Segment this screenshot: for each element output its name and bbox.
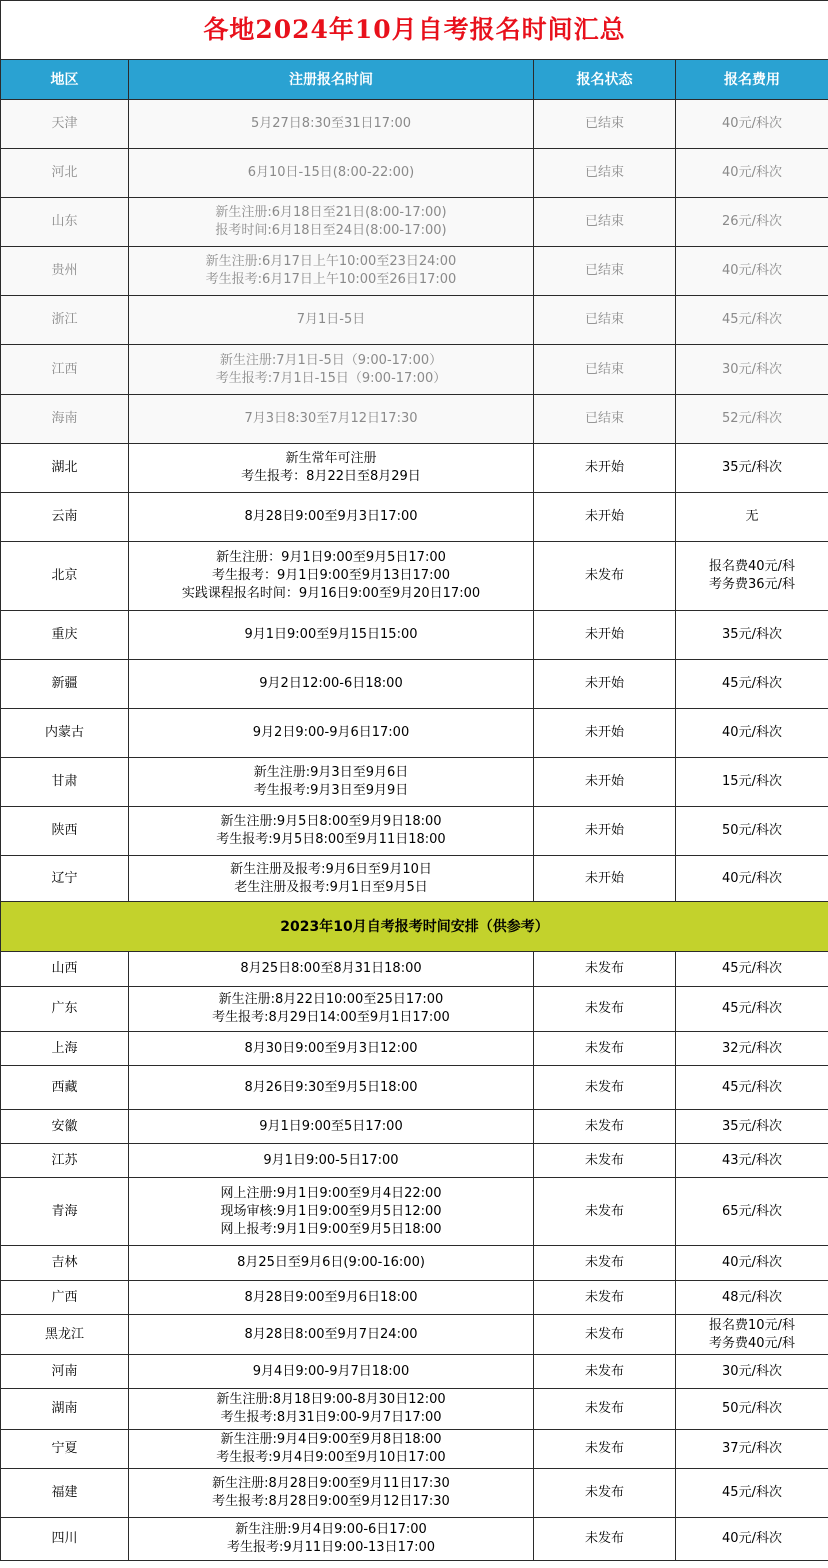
registration-time-cell-line: 9月4日9:00-9月7日18:00 [252,1363,410,1379]
registration-time-cell [129,1281,534,1315]
status-cell: 已结束 [534,100,676,149]
status-cell: 未发布 [534,1066,676,1110]
registration-time-cell-line: 9月1日9:00至5日17:00 [259,1118,403,1134]
table-row [1,1246,828,1281]
status-cell: 未发布 [534,1032,676,1066]
registration-time-cell [129,1315,534,1355]
fee-cell [676,1281,828,1315]
registration-time-cell-line: 新生注册:7月1日-5日（9:00-17:00） [219,352,443,368]
section-row-2023 [1,902,828,952]
region-cell: 青海 [1,1178,129,1246]
registration-time-cell [129,198,534,247]
region-cell: 山西 [1,952,129,987]
header-fee: 报名费用 [676,60,828,100]
fee-cell [676,709,828,758]
fee-cell-line: 40元/科次 [722,1255,782,1270]
fee-cell-line: 35元/科次 [722,627,782,642]
status-cell: 未发布 [534,1110,676,1144]
registration-time-cell [129,395,534,444]
registration-time-cell-line: 新生注册:9月4日9:00-6日17:00 [235,1522,427,1537]
region-cell: 上海 [1,1032,129,1066]
registration-time-cell [129,493,534,542]
fee-cell-line: 26元/科次 [722,214,782,229]
table-row [1,952,828,987]
table-row [1,856,828,902]
table-row [1,1315,828,1355]
registration-time-cell-line: 考生报考:8月31日9:00-9月7日17:00 [220,1410,442,1425]
fee-cell [676,1430,828,1469]
fee-cell [676,611,828,660]
registration-time-cell-line: 考生报考:9月3日至9月9日 [253,783,409,798]
status-cell: 未发布 [534,1355,676,1389]
table-row [1,542,828,611]
fee-cell [676,100,828,149]
registration-time-cell-line: 考生报考:9月5日8:00至9月11日18:00 [216,832,446,847]
registration-time-cell [129,856,534,902]
region-cell: 云南 [1,493,129,542]
registration-time-cell-line: 新生注册:8月28日9:00至9月11日17:30 [212,1476,450,1491]
registration-time-cell-line: 新生注册及报考:9月6日至9月10日 [230,861,432,877]
status-cell: 未发布 [534,542,676,611]
region-cell: 新疆 [1,660,129,709]
region-cell: 福建 [1,1469,129,1518]
fee-cell-line: 35元/科次 [722,460,782,475]
registration-time-cell-line: 报考时间:6月18日至24日(8:00-17:00) [215,223,447,238]
registration-time-cell [129,345,534,395]
table-row [1,1389,828,1430]
registration-time-cell-line: 6月10日-15日(8:00-22:00) [247,165,415,180]
header-status: 报名状态 [534,60,676,100]
fee-cell [676,1032,828,1066]
fee-cell [676,1355,828,1389]
section-title: 2023年10月自考报考时间安排（供参考） [1,902,828,952]
registration-time-cell-line: 8月28日8:00至9月7日24:00 [244,1326,418,1342]
registration-time-cell-line: 考生报考:8月29日14:00至9月1日17:00 [212,1010,450,1025]
fee-cell [676,660,828,709]
region-cell: 西藏 [1,1066,129,1110]
registration-time-cell [129,987,534,1032]
status-cell: 未开始 [534,611,676,660]
fee-cell [676,856,828,902]
fee-cell-line: 40元/科次 [722,870,782,886]
status-cell: 未开始 [534,856,676,902]
registration-time-cell-line: 新生注册:6月17日上午10:00至23日24:00 [205,254,457,269]
registration-time-cell [129,1430,534,1469]
fee-cell-line: 30元/科次 [722,1363,782,1379]
status-cell: 未发布 [534,1144,676,1178]
fee-cell-line: 报名费10元/科 [709,1317,795,1333]
table-row [1,1144,828,1178]
status-cell: 已结束 [534,296,676,345]
table-row [1,100,828,149]
fee-cell-line: 43元/科次 [722,1152,782,1168]
registration-time-cell [129,542,534,611]
registration-time-cell-line: 8月25日8:00至8月31日18:00 [240,961,422,976]
table-row [1,493,828,542]
registration-time-cell-line: 8月28日9:00至9月6日18:00 [244,1289,418,1305]
registration-time-cell [129,444,534,493]
status-cell: 已结束 [534,345,676,395]
header-registration-time: 注册报名时间 [129,60,534,100]
region-cell: 广西 [1,1281,129,1315]
header-region: 地区 [1,60,129,100]
fee-cell [676,1518,828,1561]
fee-cell [676,395,828,444]
registration-time-cell-line: 新生注册：9月1日9:00至9月5日17:00 [216,550,446,565]
registration-time-cell [129,611,534,660]
fee-cell [676,1066,828,1110]
table-row [1,987,828,1032]
table-row [1,1032,828,1066]
status-cell: 未开始 [534,709,676,758]
status-cell: 未开始 [534,807,676,856]
region-cell: 北京 [1,542,129,611]
status-cell: 未发布 [534,1518,676,1561]
registration-time-cell-line: 考生报考:9月4日9:00至9月10日17:00 [216,1450,446,1465]
table-row [1,395,828,444]
registration-time-cell-line: 8月26日9:30至9月5日18:00 [244,1079,418,1095]
registration-time-cell [129,1469,534,1518]
registration-time-cell [129,1066,534,1110]
table-row [1,709,828,758]
status-cell: 未发布 [534,1389,676,1430]
fee-cell-line: 45元/科次 [722,312,782,327]
fee-cell-line: 48元/科次 [722,1289,782,1305]
registration-time-cell-line: 7月3日8:30至7月12日17:30 [244,411,418,426]
region-cell: 江西 [1,345,129,395]
fee-cell-line: 50元/科次 [722,1401,782,1416]
fee-cell [676,1178,828,1246]
region-cell: 浙江 [1,296,129,345]
table-row [1,1430,828,1469]
registration-time-cell [129,1518,534,1561]
table-row [1,1110,828,1144]
region-cell: 四川 [1,1518,129,1561]
fee-cell [676,1110,828,1144]
fee-cell [676,952,828,987]
title-row [1,1,828,60]
fee-cell-line: 52元/科次 [722,411,782,426]
registration-time-cell-line: 考生报考：9月1日9:00至9月13日17:00 [211,568,450,583]
fee-cell-line: 45元/科次 [722,1079,782,1095]
table-row [1,807,828,856]
region-cell: 江苏 [1,1144,129,1178]
header-row [1,60,828,100]
fee-cell-line: 15元/科次 [722,774,782,789]
registration-time-cell-line: 8月28日9:00至9月3日17:00 [244,509,418,524]
region-cell: 内蒙古 [1,709,129,758]
region-cell: 黑龙江 [1,1315,129,1355]
table-row [1,660,828,709]
page-title: 各地2024年10月自考报名时间汇总 [1,1,828,60]
registration-time-cell-line: 新生常年可注册 [285,451,377,466]
table-row [1,1066,828,1110]
fee-cell [676,1246,828,1281]
table-row [1,345,828,395]
fee-cell-line: 40元/科次 [722,165,782,180]
registration-time-cell-line: 老生注册及报考:9月1日至9月5日 [234,879,428,895]
registration-time-cell-line: 9月2日9:00-9月6日17:00 [252,725,410,740]
registration-time-cell-line: 新生注册:9月3日至9月6日 [253,765,409,780]
registration-time-cell-line: 考生报考:8月28日9:00至9月12日17:30 [212,1494,450,1509]
fee-cell-line: 考务费40元/科 [709,1335,795,1351]
region-cell: 安徽 [1,1110,129,1144]
fee-cell-line: 40元/科次 [722,725,782,740]
registration-time-cell-line: 新生注册:6月18日至21日(8:00-17:00) [215,205,447,220]
fee-cell-line: 考务费36元/科 [709,577,795,592]
registration-time-cell-line: 考生报考：8月22日至8月29日 [241,469,421,484]
fee-cell [676,198,828,247]
registration-time-cell-line: 新生注册:9月5日8:00至9月9日18:00 [220,814,442,829]
registration-time-cell-line: 现场审核:9月1日9:00至9月5日12:00 [220,1203,442,1219]
table-row [1,296,828,345]
registration-time-cell [129,758,534,807]
status-cell: 未开始 [534,660,676,709]
registration-time-cell-line: 9月2日12:00-6日18:00 [259,676,403,691]
fee-cell [676,807,828,856]
registration-time-cell [129,807,534,856]
region-cell: 吉林 [1,1246,129,1281]
registration-time-cell-line: 考生报考:9月11日9:00-13日17:00 [226,1540,436,1555]
status-cell: 已结束 [534,395,676,444]
registration-time-cell-line: 新生注册:9月4日9:00至9月8日18:00 [220,1432,442,1447]
status-cell: 未发布 [534,1430,676,1469]
registration-time-cell [129,1389,534,1430]
registration-time-cell [129,1032,534,1066]
fee-cell [676,1144,828,1178]
table-row [1,611,828,660]
region-cell: 陕西 [1,807,129,856]
registration-time-cell-line: 新生注册:8月22日10:00至25日17:00 [218,992,444,1007]
table-row [1,1178,828,1246]
registration-time-cell [129,660,534,709]
fee-cell-line: 30元/科次 [722,361,782,377]
fee-cell-line: 40元/科次 [722,116,782,131]
registration-time-cell [129,149,534,198]
fee-cell [676,149,828,198]
fee-cell [676,987,828,1032]
registration-time-cell-line: 网上注册:9月1日9:00至9月4日22:00 [220,1185,442,1201]
registration-time-cell [129,952,534,987]
fee-cell-line: 40元/科次 [722,263,782,278]
fee-cell [676,493,828,542]
region-cell: 湖北 [1,444,129,493]
fee-cell-line: 无 [745,509,759,524]
registration-time-cell-line: 9月1日9:00至9月15日15:00 [244,627,418,642]
registration-time-cell-line: 新生注册:8月18日9:00-8月30日12:00 [216,1392,446,1407]
fee-cell-line: 45元/科次 [722,1001,782,1016]
registration-time-cell-line: 考生报考:6月17日上午10:00至26日17:00 [205,272,457,287]
status-cell: 未开始 [534,758,676,807]
fee-cell [676,542,828,611]
fee-cell-line: 65元/科次 [722,1203,782,1219]
registration-time-cell [129,709,534,758]
registration-time-cell-line: 9月1日9:00-5日17:00 [263,1152,399,1168]
table-row [1,444,828,493]
fee-cell-line: 40元/科次 [722,1531,782,1546]
status-cell: 未发布 [534,1281,676,1315]
region-cell: 广东 [1,987,129,1032]
table-row [1,1518,828,1561]
registration-time-cell-line: 考生报考:7月1日-15日（9:00-17:00） [215,370,447,386]
status-cell: 未发布 [534,952,676,987]
status-cell: 已结束 [534,149,676,198]
registration-time-cell [129,1110,534,1144]
fee-cell [676,247,828,296]
registration-time-cell-line: 5月27日8:30至31日17:00 [250,116,411,131]
table-row [1,1281,828,1315]
fee-cell [676,296,828,345]
status-cell: 已结束 [534,247,676,296]
fee-cell-line: 45元/科次 [722,676,782,691]
table-row [1,149,828,198]
fee-cell-line: 37元/科次 [722,1441,782,1456]
registration-time-cell-line: 8月30日9:00至9月3日12:00 [244,1040,418,1056]
table-row [1,198,828,247]
fee-cell-line: 45元/科次 [722,1485,782,1500]
region-cell: 宁夏 [1,1430,129,1469]
fee-cell-line: 报名费40元/科 [709,559,795,574]
fee-cell-line: 50元/科次 [722,823,782,838]
table-row [1,247,828,296]
region-cell: 海南 [1,395,129,444]
registration-time-cell [129,1144,534,1178]
registration-time-cell [129,296,534,345]
registration-time-cell-line: 7月1日-5日 [296,312,366,327]
status-cell: 已结束 [534,198,676,247]
status-cell: 未发布 [534,1469,676,1518]
region-cell: 天津 [1,100,129,149]
registration-time-cell-line: 实践课程报名时间：9月16日9:00至9月20日17:00 [181,586,481,601]
registration-time-cell [129,1246,534,1281]
fee-cell [676,758,828,807]
status-cell: 未开始 [534,493,676,542]
table-row [1,1355,828,1389]
registration-time-cell-line: 网上报考:9月1日9:00至9月5日18:00 [220,1221,442,1237]
region-cell: 甘肃 [1,758,129,807]
fee-cell-line: 35元/科次 [722,1118,782,1134]
status-cell: 未发布 [534,1315,676,1355]
table-row [1,1469,828,1518]
fee-cell [676,1469,828,1518]
table-row [1,758,828,807]
registration-time-cell-line: 8月25日至9月6日(9:00-16:00) [237,1255,425,1270]
region-cell: 重庆 [1,611,129,660]
fee-cell-line: 45元/科次 [722,961,782,976]
fee-cell [676,444,828,493]
registration-time-cell [129,100,534,149]
fee-cell [676,1315,828,1355]
registration-time-cell [129,1355,534,1389]
region-cell: 河南 [1,1355,129,1389]
fee-cell [676,1389,828,1430]
registration-time-cell [129,1178,534,1246]
fee-cell-line: 32元/科次 [722,1040,782,1056]
status-cell: 未开始 [534,444,676,493]
status-cell: 未发布 [534,1246,676,1281]
region-cell: 辽宁 [1,856,129,902]
status-cell: 未发布 [534,1178,676,1246]
region-cell: 河北 [1,149,129,198]
region-cell: 山东 [1,198,129,247]
registration-time-cell [129,247,534,296]
fee-cell [676,345,828,395]
region-cell: 湖南 [1,1389,129,1430]
status-cell: 未发布 [534,987,676,1032]
region-cell: 贵州 [1,247,129,296]
